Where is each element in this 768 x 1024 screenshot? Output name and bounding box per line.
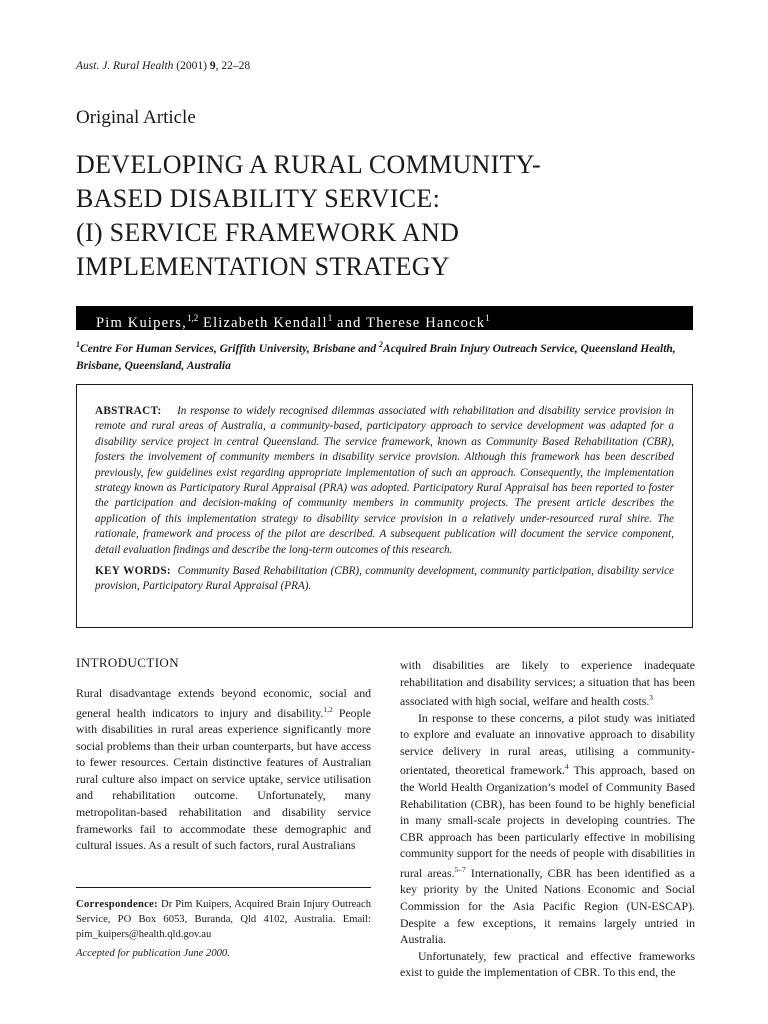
journal-name: Aust. J. Rural Health — [76, 60, 174, 72]
affiliations — [76, 336, 693, 375]
journal-volume: 9 — [209, 60, 216, 72]
body-text-run: Rural disadvantage extends beyond economic, social and general health indicators to injury and disability. — [76, 686, 371, 720]
body-paragraph — [76, 685, 371, 854]
body-text-run: with disabilities are likely to experience inadequate rehabilitation and disability services; a situation that has been associated with high social, welfare and health costs. — [400, 658, 695, 709]
citation-sup: 1,2 — [323, 704, 333, 714]
citation-sup: 5–7 — [454, 864, 466, 874]
abstract-label: ABSTRACT: — [95, 405, 162, 417]
correspondence-text: Dr Pim Kuipers, Acquired Brain Injury Outreach Service, PO Box 6053, Buranda, Qld 4102, Australia. Email: pim_kuipers@health.qld.gov.au — [76, 899, 371, 940]
body-paragraph — [400, 657, 695, 710]
correspondence-label: Correspondence: — [76, 899, 158, 910]
accepted-date: Accepted for publication June 2000. — [76, 948, 230, 959]
keywords-text: Community Based Rehabilitation (CBR), community development, community participation, disability service provision, Participatory Rural Appraisal (PRA). — [95, 565, 675, 593]
body-text-run: Internationally, CBR has been identified as a key priority by the United Nations Economic and Social Commission for the Asia Pacific Region (UN-ESCAP). Despite a few exceptions, it remains largely untried in Australia. — [400, 865, 695, 947]
citation-sup: 3 — [649, 693, 654, 703]
body-paragraph — [400, 948, 695, 981]
body-text-run: In response to these concerns, a pilot study was initiated to explore and evaluate an innovative approach to disability service delivery in rural areas, utilising a community-orientated, theoretical framework. — [400, 710, 695, 778]
title-line: BASED DISABILITY SERVICE: — [76, 184, 441, 213]
body-paragraph — [400, 710, 695, 948]
abstract-box — [76, 384, 693, 628]
keywords-paragraph — [95, 564, 674, 595]
article-title — [76, 148, 716, 284]
affil-sup: 1 — [76, 340, 80, 349]
author-name: Elizabeth Kendall — [198, 314, 328, 331]
title-line: DEVELOPING A RURAL COMMUNITY- — [76, 150, 541, 179]
affil-text: Centre For Human Services, Griffith University, Brisbane and — [80, 342, 380, 355]
right-column — [400, 657, 695, 981]
journal-citation — [76, 60, 250, 72]
author-name: Therese Hancock — [366, 314, 486, 331]
affil-text: Acquired Brain Injury Outreach Service, Queensland Health, Brisbane, Queensland, Australia — [76, 342, 676, 372]
citation-sup: 4 — [564, 762, 569, 772]
title-line: IMPLEMENTATION STRATEGY — [76, 252, 450, 281]
journal-year: (2001) — [176, 60, 207, 72]
introduction-heading: INTRODUCTION — [76, 655, 180, 670]
body-text-run: Unfortunately, few practical and effective frameworks exist to guide the implementation of CBR. To this end, the — [400, 948, 695, 980]
body-text-run: This approach, based on the World Health Organization’s model of Community Based Rehabilitation (CBR), has been found to be highly beneficial in many small-scale projects in developing countries. The CBR approach has been particularly effective in mobilising community support for the needs of people with disabilities in rural areas. — [400, 763, 695, 880]
abstract-paragraph — [95, 404, 674, 558]
left-column — [76, 655, 371, 854]
author-affil-sup: 1,2 — [186, 313, 199, 323]
footnote-divider — [76, 887, 371, 888]
body-text-run: People with disabilities in rural areas experience significantly more social problems than their urban counterparts, but have access to fewer resources. Certain distinctive features of Australian rural culture also impact on service uptake, service utilisation and rehabilitation outcome. Unfortunately, many metropolitan-based rehabilitation and disability service frameworks fail to accommodate these demographic and cultural issues. As a result of such factors, rural Australians — [76, 705, 371, 853]
author-affil-sup: 1 — [485, 313, 490, 323]
author-affil-sup: 1 — [327, 313, 333, 323]
correspondence-note — [76, 897, 371, 942]
author-name: Pim Kuipers, — [96, 314, 187, 331]
title-line: (I) SERVICE FRAMEWORK AND — [76, 218, 460, 247]
author-conjunction: and — [332, 314, 367, 331]
affil-sup: 2 — [379, 340, 384, 349]
article-type-label: Original Article — [76, 107, 196, 128]
authors-bar — [76, 306, 693, 330]
keywords-label: KEY WORDS: — [95, 565, 171, 578]
abstract-text: In response to widely recognised dilemmas associated with rehabilitation and disability service provision in remote and rural areas of Australia, a community-based, participatory approach to service development was adapted for a disability service project in central Queensland. The service framework, known as Community Based Rehabilitation (CBR), fosters the involvement of community members in disability service provision. Although this framework has been described previously, few guidelines exist regarding appropriate implementation of such an approach. Consequently, the implementation strategy known as Participatory Rural Appraisal (PRA) was adopted. Participatory Rural Appraisal has been reported to foster the participation and decision-making of community members in community projects. The present article describes the application of this implementation strategy to disability service provision in a relatively under-resourced rural shire. The rationale, framework and process of the pilot are described. A subsequent publication will document the service component, detail evaluation findings and describe the long-term outcomes of this research. — [95, 405, 675, 556]
journal-pages: , 22–28 — [215, 60, 251, 72]
